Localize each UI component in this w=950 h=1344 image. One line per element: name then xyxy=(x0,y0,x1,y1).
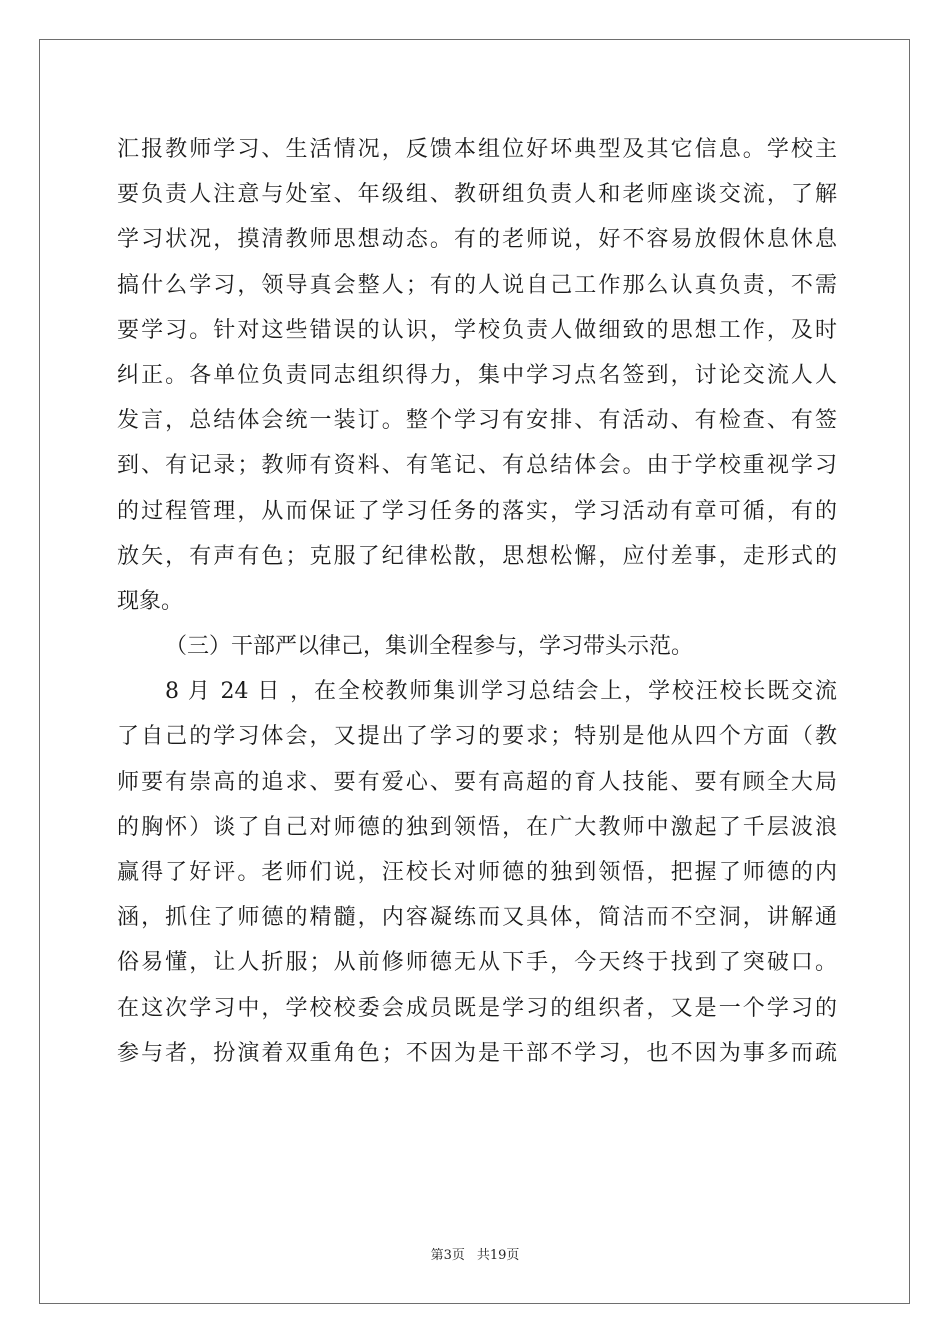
text-line: 参与者，扮演着双重角色；不因为是干部不学习，也不因为事多而疏 xyxy=(117,1040,837,1066)
page-footer xyxy=(0,1248,950,1264)
section-heading: （三）干部严以律己，集训全程参与，学习带头示范。 xyxy=(165,634,694,660)
text-line: 赢得了好评。老师们说，汪校长对师德的独到领悟，把握了师德的内 xyxy=(117,860,837,885)
text-line: 要学习。针对这些错误的认识，学校负责人做细致的思想工作，及时 xyxy=(117,317,837,343)
text-line: 搞什么学习，领导真会整人；有的人说自己工作那么认真负责，不需 xyxy=(117,272,837,298)
document-body xyxy=(117,127,837,1076)
text-line: 师要有崇高的追求、要有爱心、要有高超的育人技能、要有顾全大局 xyxy=(117,769,837,795)
text-line: 在这次学习中，学校校委会成员既是学习的组织者，又是一个学习的 xyxy=(117,995,837,1021)
text-line: 要负责人注意与处室、年级组、教研组负责人和老师座谈交流，了解 xyxy=(117,182,837,208)
text-line: 俗易懂，让人折服；从前修师德无从下手，今天终于找到了突破口。 xyxy=(117,950,837,976)
text-line: 了自己的学习体会，又提出了学习的要求；特别是他从四个方面（教 xyxy=(117,724,837,750)
page-number: 第3页 xyxy=(430,1248,465,1263)
text-line: 发言，总结体会统一装订。整个学习有安排、有活动、有检查、有签 xyxy=(117,408,837,434)
text-line: 纠正。各单位负责同志组织得力，集中学习点名签到，讨论交流人人 xyxy=(117,362,837,388)
text-line: 的过程管理，从而保证了学习任务的落实，学习活动有章可循，有的 xyxy=(117,498,837,524)
text-line: 涵，抓住了师德的精髓，内容凝练而又具体，简洁而不空洞，讲解通 xyxy=(117,905,837,931)
text-line: 汇报教师学习、生活情况，反馈本组位好坏典型及其它信息。学校主 xyxy=(117,137,837,162)
text-line: 学习状况，摸清教师思想动态。有的老师说，好不容易放假休息休息 xyxy=(117,227,837,253)
text-line: 到、有记录；教师有资料、有笔记、有总结体会。由于学校重视学习 xyxy=(117,453,837,479)
page-total: 共19页 xyxy=(476,1248,520,1263)
text-line: 放矢，有声有色；克服了纪律松散，思想松懈，应付差事，走形式的 xyxy=(117,543,837,569)
text-line: 的胸怀）谈了自己对师德的独到领悟，在广大教师中激起了千层波浪 xyxy=(117,814,837,840)
text-line: 8 月 24 日 ，在全校教师集训学习总结会上，学校汪校长既交流 xyxy=(165,679,837,705)
text-line: 现象。 xyxy=(117,588,184,614)
